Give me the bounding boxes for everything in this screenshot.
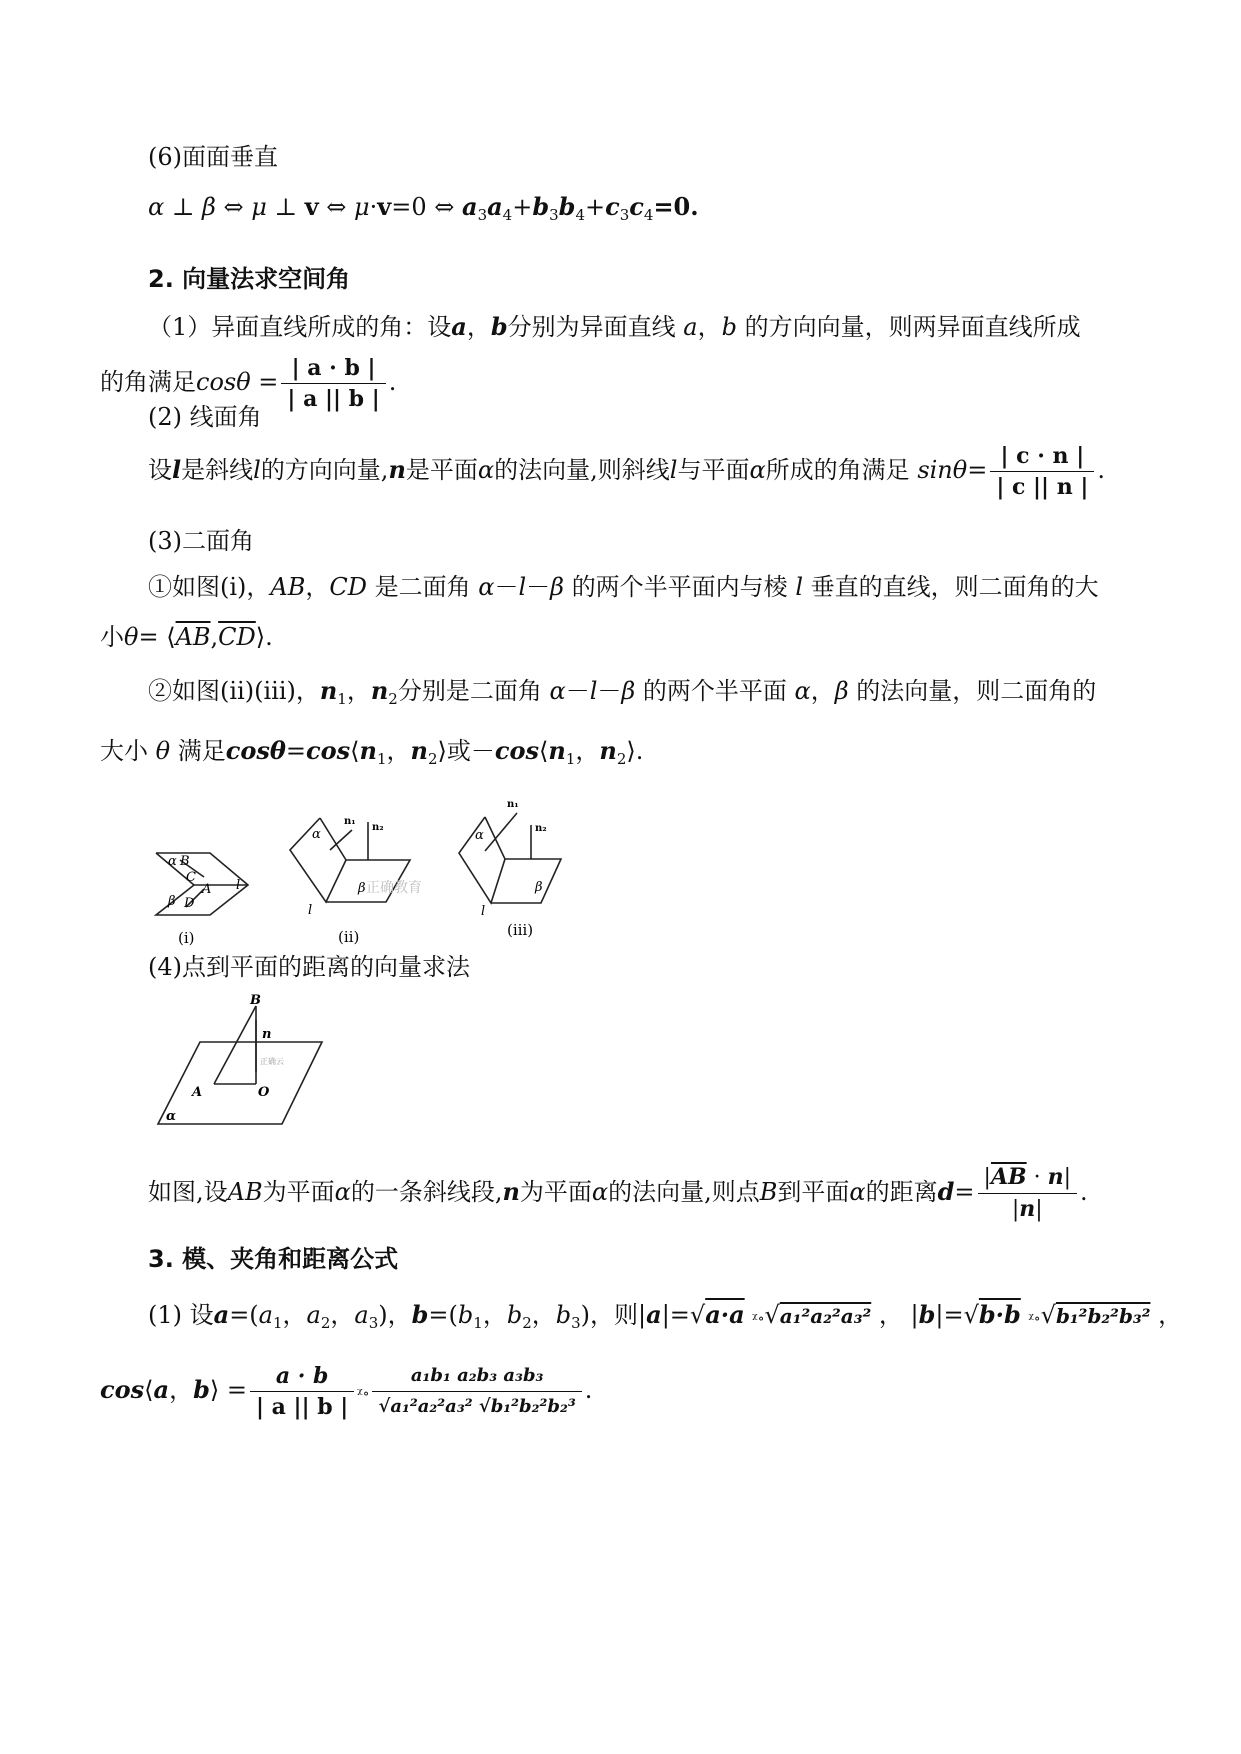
var: θ <box>124 623 139 651</box>
var: a <box>354 1301 369 1329</box>
var: b <box>490 312 508 341</box>
numerator: a₁b₁ a₂b₃ a₃b₃ <box>372 1361 581 1392</box>
formula-text: ⇔ <box>318 193 355 221</box>
perpendicular-planes-formula <box>148 192 699 230</box>
fig3-beta: β <box>535 880 543 895</box>
text: 的法向量,则点 <box>608 1178 760 1206</box>
section-2-2-title: (2) 线面角 <box>148 403 262 431</box>
text: ᵡ∘ <box>357 1386 370 1402</box>
text: （1）异面直线所成的角：设 <box>148 313 452 341</box>
denominator: | c || n | <box>996 474 1089 500</box>
text: ⟩. <box>255 623 273 651</box>
var: b <box>721 313 737 341</box>
var: a <box>646 1300 662 1329</box>
text: 为平面 <box>519 1178 592 1206</box>
text: 的距离 <box>865 1178 938 1206</box>
var: b <box>411 1300 429 1329</box>
subscript: 3 <box>477 206 488 224</box>
figure-iii <box>455 795 575 945</box>
var: a <box>451 312 467 341</box>
var: l <box>589 677 598 705</box>
subscript: 1 <box>565 750 576 768</box>
sqrt-symbol: √ <box>764 1301 780 1329</box>
text: 满足 <box>177 737 226 765</box>
text: 的一条斜线段, <box>350 1178 503 1206</box>
text: . <box>1097 456 1106 484</box>
text: ， <box>346 677 371 705</box>
text: 与平面 <box>677 456 750 484</box>
text: =( <box>229 1301 259 1329</box>
text: ， <box>482 1301 507 1329</box>
section-2-heading: 2. 向量法求空间角 <box>148 265 351 293</box>
var: a <box>306 1301 321 1329</box>
subscript: 2 <box>388 690 398 708</box>
subscript: 3 <box>549 206 559 224</box>
var: n <box>1019 1196 1036 1222</box>
var: β <box>834 677 849 705</box>
var: n <box>502 1177 520 1206</box>
var: b <box>193 1375 210 1404</box>
var: n <box>410 736 428 765</box>
text: = <box>258 368 279 396</box>
text: )，则 <box>580 1301 639 1329</box>
text: 大小 <box>100 737 148 765</box>
var: β <box>621 677 636 705</box>
var: a <box>487 192 503 221</box>
text: 如图,设 <box>148 1178 228 1206</box>
subscript: 2 <box>427 750 438 768</box>
var: CD <box>329 573 367 601</box>
watermark-text: 正确云 <box>260 1057 284 1066</box>
var: b <box>506 1301 523 1329</box>
numerator: $|\overline{AB} \cdot n|$ <box>978 1162 1078 1194</box>
magnitude-formula: (1) 设$a=(a_1$，$a_2$，$a_3$)，$b=(b_1$，$b_2$，$b_3$)，则|a|=√a·a ᵡ∘√a₁²a₂²a₃² ， |b|=√b·b ᵡ∘√b₁²b₂²b₃² ， <box>148 1300 1183 1332</box>
text: 到平面 <box>777 1178 850 1206</box>
text: ⟨ <box>350 737 360 765</box>
text: 的两个半平面内与棱 <box>571 573 788 601</box>
formula-text: ⊥ <box>266 193 305 221</box>
v-symbol: v <box>377 192 392 221</box>
var: cosθ <box>225 736 286 765</box>
text: ， <box>531 1301 556 1329</box>
fig3-caption: (ⅲ) <box>507 921 534 939</box>
subscript: 1 <box>376 750 387 768</box>
formula-text: =0. <box>653 192 699 221</box>
sqrt-symbol: √ <box>963 1301 979 1329</box>
text: ①如图(ⅰ)， <box>148 573 271 601</box>
text: ， <box>810 677 835 705</box>
fig1-beta: β <box>168 894 176 909</box>
subscript: 3 <box>619 206 630 224</box>
subscript: 2 <box>522 1314 532 1332</box>
fraction <box>281 353 385 414</box>
fig1-B: B <box>180 854 190 869</box>
subscript: 3 <box>368 1314 379 1332</box>
text: 设 <box>148 456 172 484</box>
fig1-caption: (ⅰ) <box>178 929 195 947</box>
text: 的法向量,则斜线 <box>494 456 670 484</box>
var: b₁²b₂²b₃² <box>1055 1304 1151 1328</box>
var: a <box>462 192 478 221</box>
var: n <box>370 676 389 705</box>
line-plane-formula <box>148 438 1105 502</box>
subscript: 4 <box>575 206 585 224</box>
text: . <box>388 368 397 396</box>
var: b <box>532 192 550 221</box>
subscript: 4 <box>643 206 654 224</box>
vector: $\overline{AB}$ <box>990 1164 1027 1190</box>
text: = ⟨ <box>138 623 176 651</box>
var: c <box>605 192 620 221</box>
sqrt-symbol: √ <box>1040 1301 1056 1329</box>
var: α <box>794 677 811 705</box>
dihedral-item-1-line2 <box>100 622 273 652</box>
plus: + <box>584 193 606 221</box>
var: n <box>359 736 377 765</box>
subscript: 3 <box>571 1314 581 1332</box>
text: 的角满足 <box>100 368 196 396</box>
text: = <box>669 1301 690 1329</box>
formula-text: α ⊥ β ⇔ <box>148 193 252 221</box>
var: n <box>548 736 566 765</box>
var: b·b <box>978 1300 1021 1329</box>
var: c <box>629 192 644 221</box>
var: α <box>849 1178 866 1206</box>
text: =( <box>428 1301 458 1329</box>
text: ⟩ <box>437 737 447 765</box>
text: 为平面 <box>262 1178 335 1206</box>
text: 是二面角 <box>374 573 471 601</box>
fig2-l: l <box>308 903 313 918</box>
text: 垂直的直线，则二面角的大 <box>810 573 1099 601</box>
vector: $\overline{AB}$ <box>175 623 211 651</box>
figure-i <box>150 835 260 950</box>
text: 是斜线 <box>181 456 254 484</box>
distance-formula <box>148 1160 1088 1225</box>
text: ⟩ <box>209 1376 220 1404</box>
fig3-n1: n₁ <box>507 799 519 810</box>
var: AB <box>270 573 306 601</box>
fraction <box>978 1162 1078 1225</box>
fig2-alpha: α <box>312 827 321 842</box>
text: ， <box>386 737 411 765</box>
fig1-A: A <box>202 882 212 897</box>
text: ， <box>330 1301 355 1329</box>
text: . <box>584 1376 593 1404</box>
fig4-A: A <box>192 1085 203 1100</box>
skew-lines-text <box>148 312 1081 342</box>
formula-text: =0 ⇔ <box>391 193 462 221</box>
fig4-n: n <box>262 1027 272 1042</box>
var: cos <box>494 736 540 765</box>
subscript: 1 <box>473 1314 483 1332</box>
fig2-n2: n₂ <box>372 822 384 833</box>
var: α <box>749 456 766 484</box>
text: 小 <box>100 623 124 651</box>
text: ， <box>1158 1301 1183 1329</box>
text: ⟨ <box>539 737 549 765</box>
var: d <box>937 1177 955 1206</box>
v-symbol: v <box>304 192 319 221</box>
var: a <box>153 1375 170 1404</box>
section-2-3-title: (3)二面角 <box>148 527 254 555</box>
fig3-alpha: α <box>475 828 484 843</box>
text: 分别为异面直线 <box>507 313 676 341</box>
denominator: | a || b | <box>255 1394 349 1420</box>
text: 分别是二面角 <box>397 677 542 705</box>
fig4-B: B <box>250 993 261 1008</box>
var: b <box>555 1301 572 1329</box>
var: β <box>550 573 565 601</box>
text: ， <box>878 1301 903 1329</box>
text: ， <box>282 1301 307 1329</box>
var: l <box>669 456 678 484</box>
text: (1) 设 <box>148 1301 214 1329</box>
text: ⟨ <box>144 1376 154 1404</box>
text: ， <box>466 313 491 341</box>
var: n <box>1047 1164 1064 1190</box>
fraction <box>990 441 1094 502</box>
var: b <box>558 192 576 221</box>
subscript: 2 <box>616 750 627 768</box>
text: ， <box>575 737 600 765</box>
text: 的方向向量, <box>260 456 389 484</box>
text: － <box>597 677 622 705</box>
text: ， <box>169 1376 194 1404</box>
var: a <box>683 313 698 341</box>
dot-symbol: · <box>369 193 378 221</box>
subscript: 1 <box>272 1314 283 1332</box>
text: － <box>526 573 551 601</box>
text: ②如图(ⅱ)(ⅲ)， <box>148 677 320 705</box>
text: ᵡ∘ <box>752 1311 765 1327</box>
var: α <box>591 1178 609 1206</box>
sqrt-symbol: √ <box>689 1301 706 1329</box>
var: n <box>388 455 406 484</box>
fraction <box>250 1361 354 1422</box>
figure-ii <box>282 810 452 950</box>
fig1-alpha: α <box>168 854 177 869</box>
text: = <box>943 1301 964 1329</box>
var: sinθ <box>917 456 968 484</box>
var: AB <box>227 1178 263 1206</box>
fig1-C: C <box>186 870 196 885</box>
numerator: | a · b | <box>281 353 385 384</box>
var: α <box>549 677 566 705</box>
figure-point-plane <box>150 992 330 1132</box>
text: )， <box>378 1301 412 1329</box>
text: 或－ <box>446 737 495 765</box>
var: α <box>477 456 495 484</box>
numerator: | c · n | <box>990 441 1094 472</box>
numerator: a · b <box>250 1361 354 1392</box>
denominator: √a₁²a₂²a₃² √b₁²b₂²b₂³ <box>378 1396 576 1417</box>
var: α <box>334 1178 351 1206</box>
dihedral-item-1-line1 <box>148 572 1099 602</box>
vector: $\overline{CD}$ <box>218 623 256 651</box>
var: cos <box>305 736 351 765</box>
text: 的方向向量，则两异面直线所成 <box>744 313 1081 341</box>
fig3-n2: n₂ <box>535 823 547 834</box>
fig3-l: l <box>481 904 486 919</box>
fig1-l: l <box>236 878 241 893</box>
var: b <box>918 1300 936 1329</box>
text: ᵡ∘ <box>1028 1311 1041 1327</box>
fraction <box>372 1361 581 1422</box>
fig2-n1: n₁ <box>344 816 356 827</box>
text: = <box>285 737 306 765</box>
text: ， <box>305 573 330 601</box>
mu-symbol: μ <box>251 193 267 221</box>
plus: + <box>512 193 533 221</box>
section-2-4-title: (4)点到平面的距离的向量求法 <box>148 953 470 981</box>
var: l <box>253 456 261 484</box>
fig1-D: D <box>184 896 195 911</box>
section-3-heading: 3. 模、夹角和距离公式 <box>148 1245 399 1273</box>
fig4-O: O <box>258 1085 270 1100</box>
section-6-title: (6)面面垂直 <box>148 143 278 171</box>
text: 是平面 <box>405 456 478 484</box>
subscript: 4 <box>502 206 513 224</box>
denominator: | a || b | <box>287 386 380 412</box>
text: 所成的角满足 <box>765 456 910 484</box>
text: · <box>1026 1165 1048 1190</box>
dihedral-item-2-line1 <box>148 676 1096 714</box>
var: cosθ <box>196 368 251 396</box>
var: θ <box>155 737 171 765</box>
fig2-beta: β <box>358 881 366 896</box>
var: B <box>759 1178 778 1206</box>
watermark-text: 正确教育 <box>366 880 422 896</box>
fig4-alpha: α <box>166 1109 177 1124</box>
var: l <box>795 573 804 601</box>
var: n <box>599 736 617 765</box>
var: l <box>172 455 182 484</box>
text: ⟩. <box>626 737 644 765</box>
var: a <box>213 1300 230 1329</box>
cosine-formula <box>100 1355 592 1429</box>
var: n <box>319 676 338 705</box>
denominator: |n| <box>1011 1196 1043 1222</box>
var: α <box>478 573 495 601</box>
subscript: 1 <box>337 690 347 708</box>
dihedral-item-2-line2 <box>100 736 643 774</box>
subscript: 2 <box>320 1314 331 1332</box>
var: a₁²a₂²a₃² <box>779 1304 872 1328</box>
text: 的两个半平面 <box>642 677 787 705</box>
text: － <box>494 573 519 601</box>
text: 的法向量，则二面角的 <box>856 677 1097 705</box>
text: = <box>954 1178 975 1206</box>
text: . <box>1080 1178 1088 1206</box>
text: = <box>967 456 988 484</box>
text: = <box>226 1376 247 1404</box>
mu-symbol: μ <box>354 193 370 221</box>
text: － <box>565 677 590 705</box>
var: b <box>457 1301 474 1329</box>
var: a·a <box>705 1300 745 1329</box>
var: a <box>258 1301 273 1329</box>
var: l <box>518 573 527 601</box>
text: ， <box>697 313 722 341</box>
var: cos <box>100 1375 145 1404</box>
text: , <box>210 623 219 651</box>
fig2-caption: (ⅱ) <box>338 928 360 946</box>
